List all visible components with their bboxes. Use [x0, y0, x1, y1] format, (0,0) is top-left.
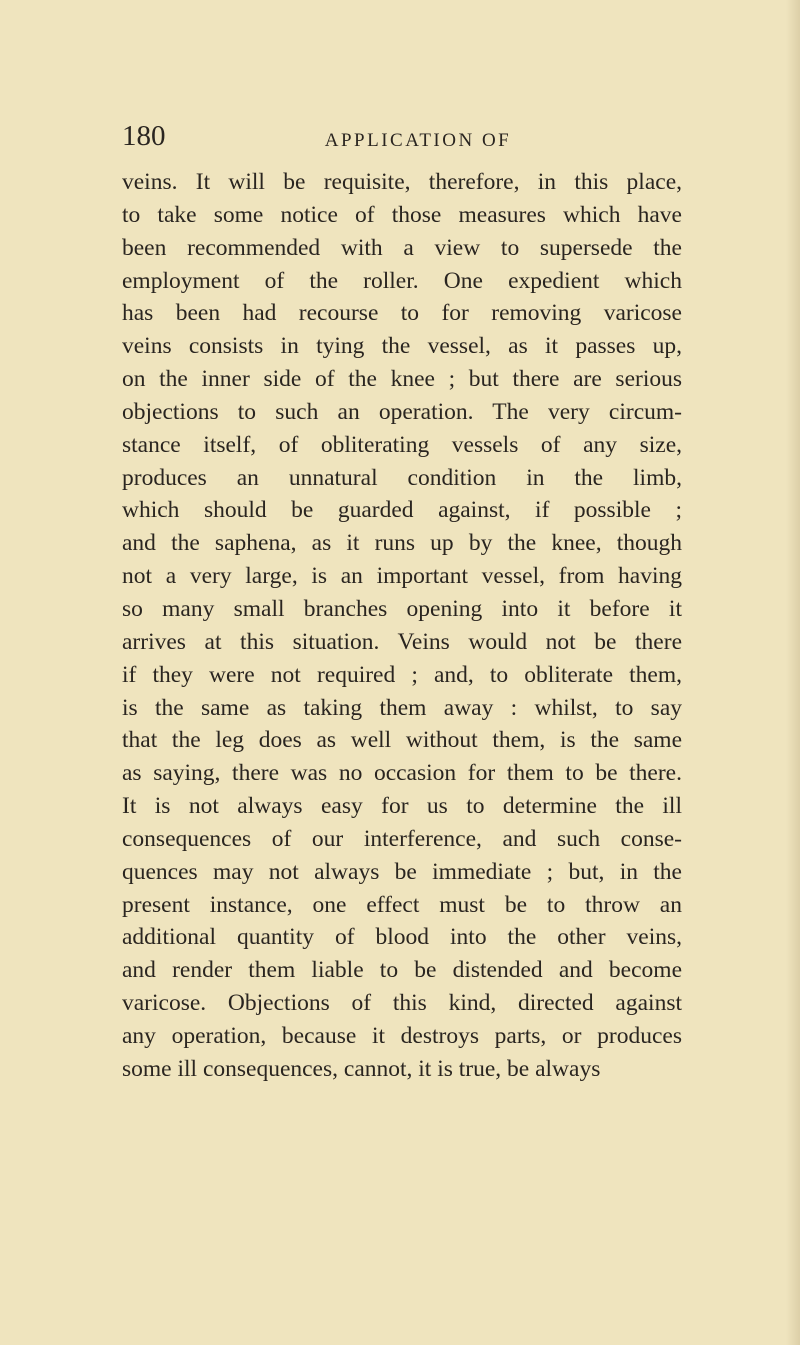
running-head [0, 128, 800, 154]
page-number: 180 [122, 120, 166, 152]
text-line: arrives at this situation. Veins would not be there [122, 628, 682, 655]
text-line: additional quantity of blood into the other veins, [122, 924, 682, 951]
text-line: consequences of our interference, and such conse- [122, 825, 682, 852]
text-line: employment of the roller. One expedient which [122, 267, 682, 294]
text-line: present instance, one effect must be to throw an [122, 891, 682, 918]
text-line: some ill consequences, cannot, it is true, be always [122, 1055, 601, 1082]
text-line: and render them liable to be distended and become [122, 957, 682, 984]
text-line: which should be guarded against, if possible ; [122, 497, 682, 524]
text-line: on the inner side of the knee ; but there are serious [122, 366, 682, 393]
text-line: that the leg does as well without them, is the same [122, 727, 682, 754]
text-line: any operation, because it destroys parts, or produces [122, 1022, 682, 1049]
text-line: objections to such an operation. The very circum- [122, 398, 682, 425]
text-line: so many small branches opening into it before it [122, 595, 682, 622]
text-line: It is not always easy for us to determine the ill [122, 793, 682, 820]
text-line: has been had recourse to for removing varicose [122, 300, 682, 327]
text-line: as saying, there was no occasion for them to be there. [122, 760, 682, 787]
running-head-text: APPLICATION OF [324, 130, 512, 151]
text-line: not a very large, is an important vessel, from having [122, 563, 682, 590]
text-line: veins. It will be requisite, therefore, in this place, [122, 169, 682, 195]
text-line: varicose. Objections of this kind, directed against [122, 990, 682, 1017]
text-line: produces an unnatural condition in the limb, [122, 464, 682, 491]
text-line: is the same as taking them away : whilst, to say [122, 694, 682, 721]
text-line: stance itself, of obliterating vessels of any size, [122, 431, 682, 458]
text-line: and the saphena, as it runs up by the knee, though [122, 530, 682, 557]
body-text [122, 166, 682, 1086]
page-edge-shadow [786, 0, 800, 1345]
text-line: to take some notice of those measures which have [122, 201, 682, 228]
text-line: veins consists in tying the vessel, as it passes up, [122, 333, 682, 360]
text-line: quences may not always be immediate ; but, in the [122, 858, 682, 885]
text-line: been recommended with a view to supersede the [122, 234, 682, 261]
text-line: if they were not required ; and, to obliterate them, [122, 661, 682, 688]
